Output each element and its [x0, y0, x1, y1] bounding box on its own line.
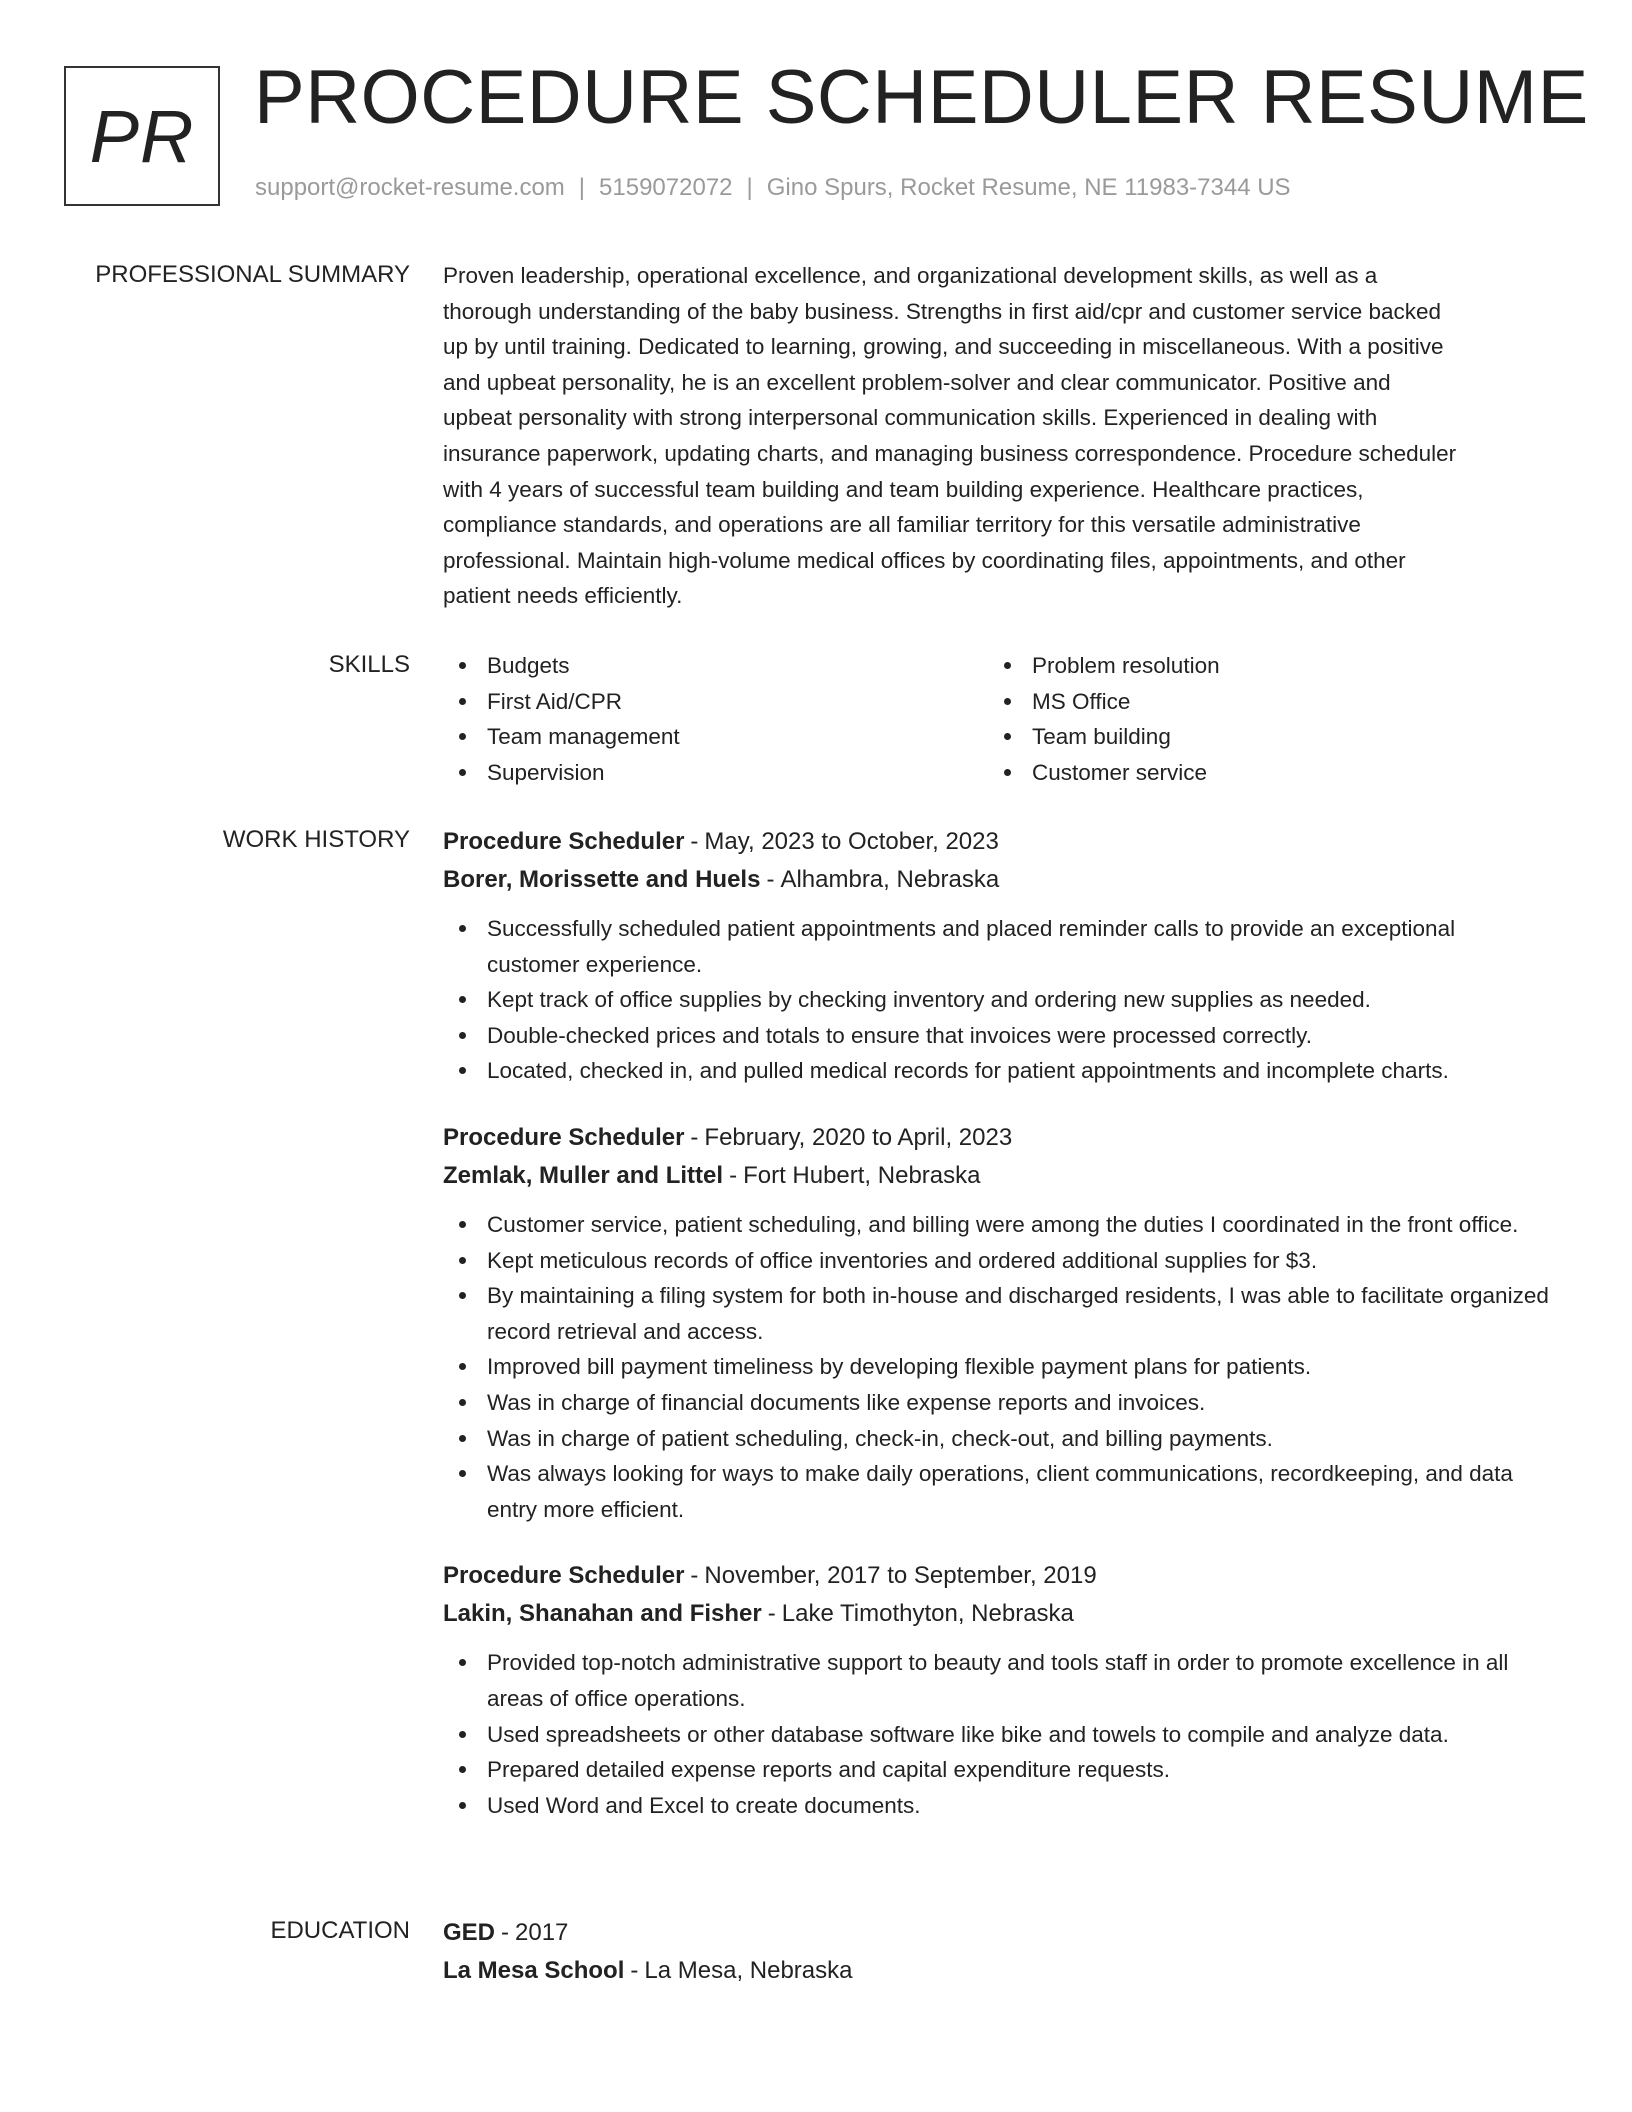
job-bullet-list [443, 1207, 1553, 1527]
skill-item: Team management [443, 719, 988, 755]
job-company: Borer, Morissette and Huels [443, 866, 761, 893]
skills-label: SKILLS [328, 651, 410, 678]
dash: - [766, 866, 775, 893]
job-bullet: Provided top-notch administrative support to beauty and tools staff in order to promote excellence in all areas of office operations. [443, 1645, 1553, 1716]
job-bullet: Kept track of office supplies by checking inventory and ordering new supplies as needed. [443, 982, 1553, 1018]
job-company: Zemlak, Muller and Littel [443, 1161, 724, 1189]
monogram-initials: PR [89, 94, 195, 178]
job-bullet: Was in charge of financial documents like expense reports and invoices. [443, 1385, 1553, 1421]
dash: - [767, 1600, 776, 1628]
summary-label: PROFESSIONAL SUMMARY [95, 261, 410, 288]
skills-right-list [988, 648, 1533, 790]
job-entry [443, 823, 1553, 1089]
job-bullet: Used Word and Excel to create documents. [443, 1788, 1553, 1824]
resume-title: PROCEDURE SCHEDULER RESUME [254, 55, 1589, 140]
skills-body [443, 648, 1553, 790]
contact-separator: | [578, 174, 586, 201]
education-degree: GED [443, 1919, 496, 1946]
summary-line: upbeat personality with strong interpersonal communication skills. Experienced in dealing with [443, 405, 1378, 431]
summary-line: patient needs efficiently. [443, 583, 683, 609]
job-title-line [443, 1557, 1553, 1595]
job-bullet: Prepared detailed expense reports and capital expenditure requests. [443, 1752, 1553, 1788]
skill-item: MS Office [988, 684, 1533, 720]
job-location: Fort Hubert, Nebraska [743, 1161, 981, 1189]
dash: - [690, 1562, 699, 1590]
job-bullet: Double-checked prices and totals to ensure that invoices were processed correctly. [443, 1018, 1553, 1054]
job-bullet-list [443, 911, 1553, 1089]
dash: - [690, 828, 699, 855]
job-bullet: Located, checked in, and pulled medical records for patient appointments and incomplete charts. [443, 1053, 1553, 1089]
job-location: Lake Timothyton, Nebraska [781, 1600, 1074, 1628]
education-location: La Mesa, Nebraska [644, 1957, 853, 1984]
job-entry [443, 1557, 1553, 1823]
summary-body [443, 258, 1553, 614]
summary-line: Proven leadership, operational excellence, and organizational development skills, as well as a [443, 263, 1378, 288]
job-company-line [443, 1157, 1553, 1195]
skills-left-list [443, 648, 988, 790]
job-title: Procedure Scheduler [443, 1562, 685, 1590]
contact-email: support@rocket-resume.com [255, 174, 565, 201]
job-entry [443, 1119, 1553, 1527]
summary-text [443, 258, 1553, 614]
summary-line: thorough understanding of the baby business. Strengths in first aid/cpr and customer service backed [443, 298, 1442, 324]
skill-item: Customer service [988, 755, 1533, 791]
job-company-line [443, 1595, 1553, 1633]
education-degree-line [443, 1914, 1553, 1952]
job-dates: May, 2023 to October, 2023 [704, 828, 999, 855]
monogram-box [64, 66, 220, 206]
education-school-line [443, 1952, 1553, 1990]
education-body [443, 1914, 1553, 1990]
summary-line: professional. Maintain high-volume medical offices by coordinating files, appointments, and other [443, 547, 1406, 573]
education-year: 2017 [515, 1919, 569, 1946]
job-bullet: By maintaining a filing system for both in-house and discharged residents, I was able to facilitate organized record retrieval and access. [443, 1278, 1553, 1349]
job-bullet: Was always looking for ways to make daily operations, client communications, recordkeeping, and data entry more efficient. [443, 1456, 1553, 1527]
summary-line: and upbeat personality, he is an excellent problem-solver and clear communicator. Positive and [443, 369, 1391, 395]
summary-line: compliance standards, and operations are all familiar territory for this versatile administrative [443, 512, 1361, 538]
job-title: Procedure Scheduler [443, 828, 685, 855]
job-bullet-list [443, 1645, 1553, 1823]
job-bullet: Kept meticulous records of office inventories and ordered additional supplies for $3. [443, 1243, 1553, 1279]
work-history-body [443, 823, 1553, 1823]
dash: - [729, 1161, 738, 1189]
job-bullet: Improved bill payment timeliness by developing flexible payment plans for patients. [443, 1349, 1553, 1385]
job-title-line [443, 1119, 1553, 1157]
dash: - [630, 1957, 639, 1984]
job-bullet: Customer service, patient scheduling, and billing were among the duties I coordinated in the front office. [443, 1207, 1553, 1243]
job-dates: February, 2020 to April, 2023 [704, 1123, 1013, 1151]
summary-line: insurance paperwork, updating charts, and managing business correspondence. Procedure scheduler [443, 440, 1457, 466]
job-location: Alhambra, Nebraska [780, 866, 1000, 893]
job-bullet: Was in charge of patient scheduling, check-in, check-out, and billing payments. [443, 1421, 1553, 1457]
education-label: EDUCATION [270, 1917, 410, 1944]
skill-item: Team building [988, 719, 1533, 755]
summary-line: with 4 years of successful team building and team building experience. Healthcare practices, [443, 476, 1364, 502]
job-title-line [443, 823, 1553, 861]
dash: - [690, 1123, 699, 1151]
job-dates: November, 2017 to September, 2019 [704, 1562, 1097, 1590]
skill-item: First Aid/CPR [443, 684, 988, 720]
skill-item: Supervision [443, 755, 988, 791]
job-company-line [443, 861, 1553, 899]
job-bullet: Used spreadsheets or other database software like bike and towels to compile and analyze data. [443, 1717, 1553, 1753]
work-history-label: WORK HISTORY [222, 826, 410, 853]
skill-item: Budgets [443, 648, 988, 684]
contact-phone: 5159072072 [599, 174, 733, 201]
dash: - [501, 1919, 510, 1946]
education-school: La Mesa School [443, 1957, 625, 1984]
contact-separator: | [746, 174, 753, 201]
job-bullet: Successfully scheduled patient appointments and placed reminder calls to provide an exceptional customer experience. [443, 911, 1553, 982]
job-title: Procedure Scheduler [443, 1123, 685, 1151]
contact-line [255, 174, 1291, 202]
contact-address: Gino Spurs, Rocket Resume, NE 11983-7344 US [766, 174, 1291, 201]
skill-item: Problem resolution [988, 648, 1533, 684]
job-company: Lakin, Shanahan and Fisher [443, 1600, 762, 1628]
summary-line: up by until training. Dedicated to learning, growing, and succeeding in miscellaneous. With a positive [443, 334, 1444, 360]
